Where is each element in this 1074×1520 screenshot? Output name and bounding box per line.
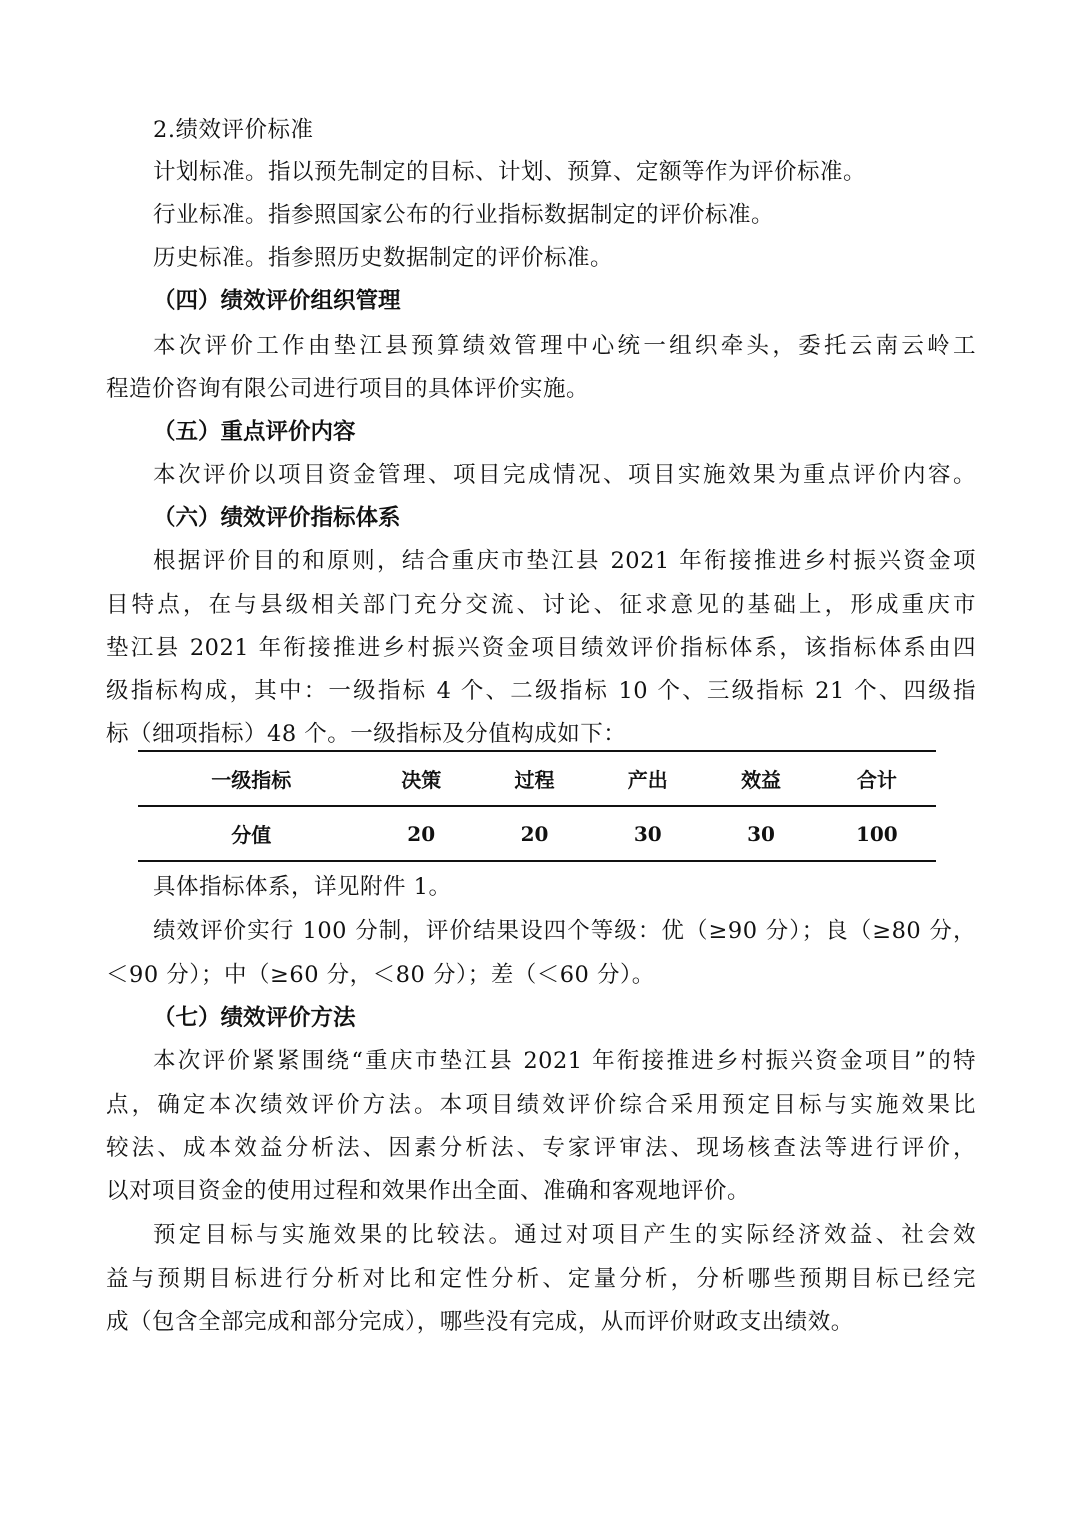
table-cell: 30 xyxy=(747,821,775,846)
paragraph-line: 本次评价以项目资金管理、项目完成情况、项目实施效果为重点评价内容。 xyxy=(153,462,976,488)
paragraph-line: 计划标准。指以预先制定的目标、计划、预算、定额等作为评价标准。 xyxy=(153,159,867,185)
paragraph-line: 成（包含全部完成和部分完成），哪些没有完成，从而评价财政支出绩效。 xyxy=(106,1309,854,1335)
paragraph-line: ＜90 分）；中（≥60 分，＜80 分）；差（＜60 分）。 xyxy=(106,962,655,988)
table-header-cell: 决策 xyxy=(401,768,442,792)
paragraph-line: 目特点，在与县级相关部门充分交流、讨论、征求意见的基础上，形成重庆市 xyxy=(106,592,976,618)
table-header-cell: 一级指标 xyxy=(211,768,292,792)
paragraph-line: 预定目标与实施效果的比较法。通过对项目产生的实际经济效益、社会效 xyxy=(153,1222,976,1248)
score-table xyxy=(138,750,936,862)
paragraph-line: 较法、成本效益分析法、因素分析法、专家评审法、现场核查法等进行评价， xyxy=(106,1135,976,1161)
table-header-cell: 效益 xyxy=(741,768,782,792)
paragraph-line: 具体指标体系，详见附件 1。 xyxy=(153,874,452,900)
table-cell: 分值 xyxy=(231,823,272,847)
paragraph-line: 垫江县 2021 年衔接推进乡村振兴资金项目绩效评价指标体系，该指标体系由四 xyxy=(106,635,976,661)
paragraph-line: 绩效评价实行 100 分制，评价结果设四个等级：优（≥90 分）；良（≥80 分， xyxy=(153,918,976,944)
table-cell: 20 xyxy=(520,821,549,846)
paragraph-line: 标（细项指标）48 个。一级指标及分值构成如下： xyxy=(106,721,627,747)
paragraph-line: 行业标准。指参照国家公布的行业指标数据制定的评价标准。 xyxy=(153,202,775,228)
section-heading: （六）绩效评价指标体系 xyxy=(153,505,401,531)
paragraph-line: 点，确定本次绩效评价方法。本项目绩效评价综合采用预定目标与实施效果比 xyxy=(106,1092,976,1118)
table-header-row xyxy=(138,751,936,806)
paragraph-line: 本次评价工作由垫江县预算绩效管理中心统一组织牵头，委托云南云岭工 xyxy=(153,333,976,359)
table-row xyxy=(138,806,936,861)
section-subtitle: 2.绩效评价标准 xyxy=(153,117,314,143)
section-heading: （五）重点评价内容 xyxy=(153,419,356,445)
paragraph-line: 益与预期目标进行分析对比和定性分析、定量分析，分析哪些预期目标已经完 xyxy=(106,1266,976,1292)
paragraph-line: 根据评价目的和原则，结合重庆市垫江县 2021 年衔接推进乡村振兴资金项 xyxy=(153,548,976,574)
table-header-cell: 过程 xyxy=(514,768,555,792)
table-header-cell: 合计 xyxy=(856,768,897,792)
paragraph-line: 历史标准。指参照历史数据制定的评价标准。 xyxy=(153,245,614,271)
paragraph-line: 程造价咨询有限公司进行项目的具体评价实施。 xyxy=(106,376,590,402)
table-cell: 100 xyxy=(855,821,898,846)
section-heading: （四）绩效评价组织管理 xyxy=(153,288,401,314)
paragraph-line: 以对项目资金的使用过程和效果作出全面、准确和客观地评价。 xyxy=(106,1178,751,1204)
table-header-cell: 产出 xyxy=(627,768,668,792)
table-cell: 20 xyxy=(407,821,436,846)
paragraph-line: 级指标构成，其中：一级指标 4 个、二级指标 10 个、三级指标 21 个、四级指 xyxy=(106,678,976,704)
section-heading: （七）绩效评价方法 xyxy=(153,1005,356,1031)
paragraph-line: 本次评价紧紧围绕“重庆市垫江县 2021 年衔接推进乡村振兴资金项目”的特 xyxy=(153,1048,976,1074)
table-cell: 30 xyxy=(633,821,662,846)
